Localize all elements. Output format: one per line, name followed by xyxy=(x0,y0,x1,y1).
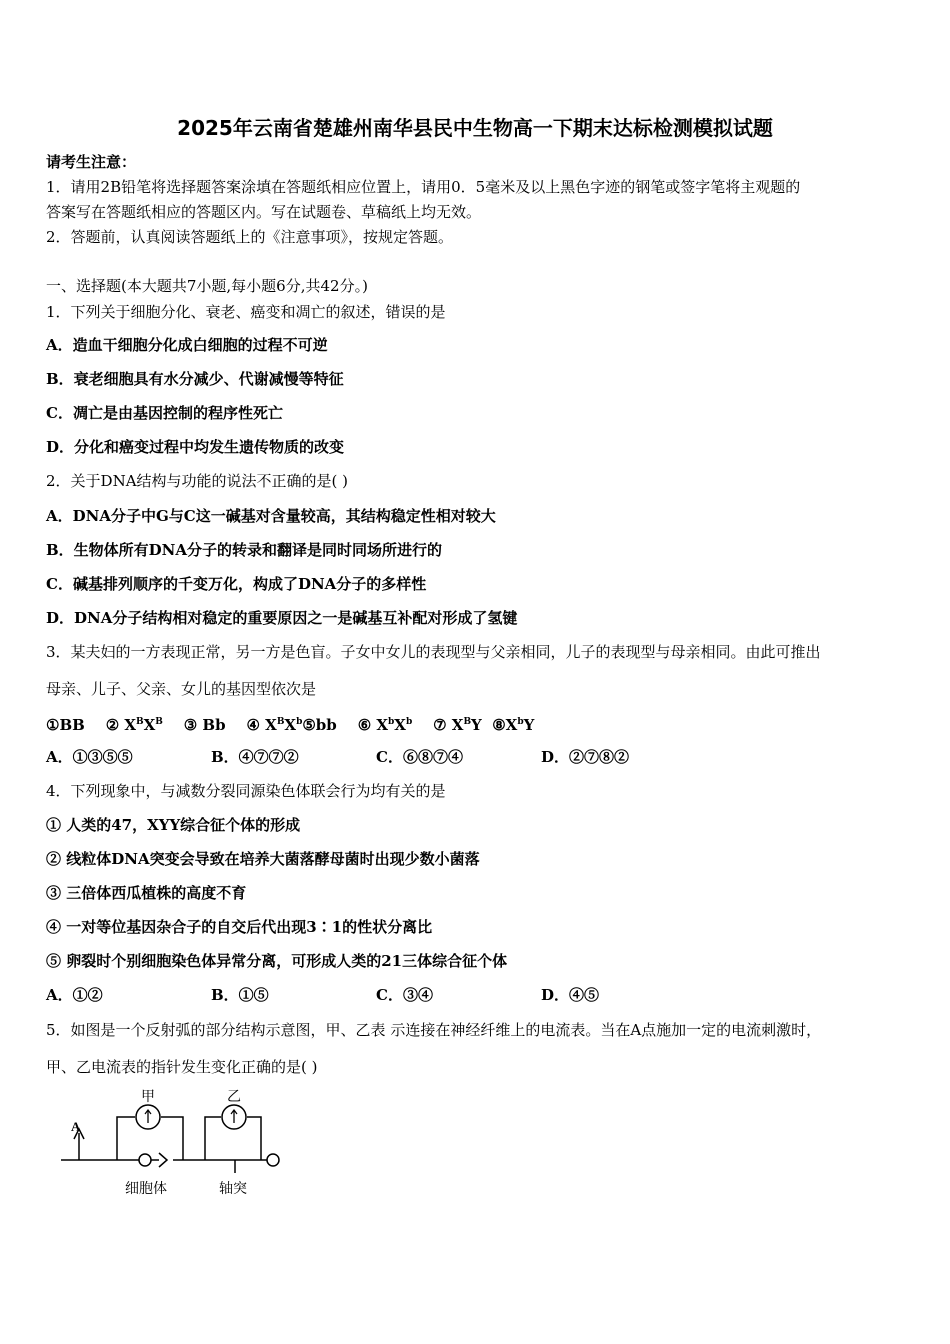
genotype-6: ⑥ $X^bX^b$ xyxy=(357,716,413,734)
point-a-label: A xyxy=(71,1119,81,1134)
genotype-1: ①BB xyxy=(46,716,85,734)
cell-body-circle xyxy=(139,1154,151,1166)
meter-1-wire-right xyxy=(161,1117,183,1160)
reflex-arc-figure xyxy=(55,1085,295,1205)
notice-heading: 请考生注意： xyxy=(46,153,137,171)
q4-option-d: D．④⑤ xyxy=(541,986,600,1004)
q4-option-b: B．①⑤ xyxy=(211,986,269,1004)
q3-option-d: D．②⑦⑧② xyxy=(541,748,630,766)
q4-item-5: ⑤ 卵裂时个别细胞染色体异常分离，可形成人类的21三体综合征个体 xyxy=(46,952,508,970)
meter-1-wire-left xyxy=(117,1117,135,1160)
genotype-7: ⑦ $X^BY$ xyxy=(433,716,482,734)
q4-option-c: C．③④ xyxy=(376,986,433,1004)
cell-body-label: 细胞体 xyxy=(125,1181,167,1197)
q3-option-c: C．⑥⑧⑦④ xyxy=(376,748,463,766)
meter-2-label: 乙 xyxy=(227,1089,241,1105)
q4-stem: 4．下列现象中，与减数分裂同源染色体联会行为均有关的是 xyxy=(46,782,446,800)
q3-option-a: A．①③⑤⑤ xyxy=(46,748,133,766)
q2-option-d: D．DNA分子结构相对稳定的重要原因之一是碱基互补配对形成了氢键 xyxy=(46,609,518,627)
q3-option-b: B．④⑦⑦② xyxy=(211,748,299,766)
q3-stem-line-1: 3．某夫妇的一方表现正常，另一方是色盲。子女中女儿的表现型与父亲相同，儿子的表现型与母亲相同。由此可推出 xyxy=(46,643,821,661)
meter-2-wire-left xyxy=(205,1117,221,1160)
q4-item-2: ② 线粒体DNA突变会导致在培养大菌落酵母菌时出现少数小菌落 xyxy=(46,850,480,868)
axon-end-circle xyxy=(267,1154,279,1166)
q2-option-a: A．DNA分子中G与C这一碱基对含量较高，其结构稳定性相对较大 xyxy=(46,507,496,525)
genotype-2: ② $X^BX^B$ xyxy=(105,716,163,734)
q2-option-b: B．生物体所有DNA分子的转录和翻译是同时同场所进行的 xyxy=(46,541,443,559)
q4-item-3: ③ 三倍体西瓜植株的高度不育 xyxy=(46,884,247,902)
axon-label: 轴突 xyxy=(219,1181,247,1197)
q2-stem: 2．关于DNA结构与功能的说法不正确的是( ) xyxy=(46,472,349,490)
q5-stem-line-2: 甲、乙电流表的指针发生变化正确的是( ) xyxy=(46,1058,318,1076)
notice-item-2: 2．答题前，认真阅读答题纸上的《注意事项》，按规定答题。 xyxy=(46,228,454,246)
meter-1-label: 甲 xyxy=(141,1089,155,1105)
q5-stem-line-1: 5．如图是一个反射弧的部分结构示意图，甲、乙表 示连接在神经纤维上的电流表。当在A点施加一定的电流刺激时， xyxy=(46,1021,822,1039)
q4-item-1: ① 人类的47，XYY综合征个体的形成 xyxy=(46,816,301,834)
q1-stem: 1．下列关于细胞分化、衰老、癌变和凋亡的叙述，错误的是 xyxy=(46,303,446,321)
q1-option-b: B．衰老细胞具有水分减少、代谢减慢等特征 xyxy=(46,370,344,388)
exam-title: 2025年云南省楚雄州南华县民中生物高一下期末达标检测模拟试题 xyxy=(177,116,773,140)
synapse-mark xyxy=(159,1153,167,1167)
notice-item-1-line-2: 答案写在答题纸相应的答题区内。写在试题卷、草稿纸上均无效。 xyxy=(46,203,482,221)
q1-option-a: A．造血干细胞分化成白细胞的过程不可逆 xyxy=(46,336,328,354)
genotype-3: ③ Bb xyxy=(183,716,226,734)
genotype-8: $⑧X^bY$ xyxy=(492,716,535,734)
q1-option-c: C．凋亡是由基因控制的程序性死亡 xyxy=(46,404,283,422)
q2-option-c: C．碱基排列顺序的千变万化，构成了DNA分子的多样性 xyxy=(46,575,427,593)
section-heading: 一、选择题(本大题共7小题,每小题6分,共42分。) xyxy=(46,277,368,295)
q1-option-d: D．分化和癌变过程中均发生遗传物质的改变 xyxy=(46,438,345,456)
genotype-4-5: ④ $X^BX^b⑤bb$ xyxy=(246,716,337,734)
q3-genotype-list xyxy=(46,712,534,735)
q4-option-a: A．①② xyxy=(46,986,103,1004)
meter-2-wire-right xyxy=(247,1117,261,1160)
q3-stem-line-2: 母亲、儿子、父亲、女儿的基因型依次是 xyxy=(46,680,317,698)
q4-item-4: ④ 一对等位基因杂合子的自交后代出现3∶1的性状分离比 xyxy=(46,918,433,936)
notice-item-1-line-1: 1．请用2B铅笔将选择题答案涂填在答题纸相应位置上，请用0．5毫米及以上黑色字迹的钢笔或签字笔将主观题的 xyxy=(46,178,801,196)
